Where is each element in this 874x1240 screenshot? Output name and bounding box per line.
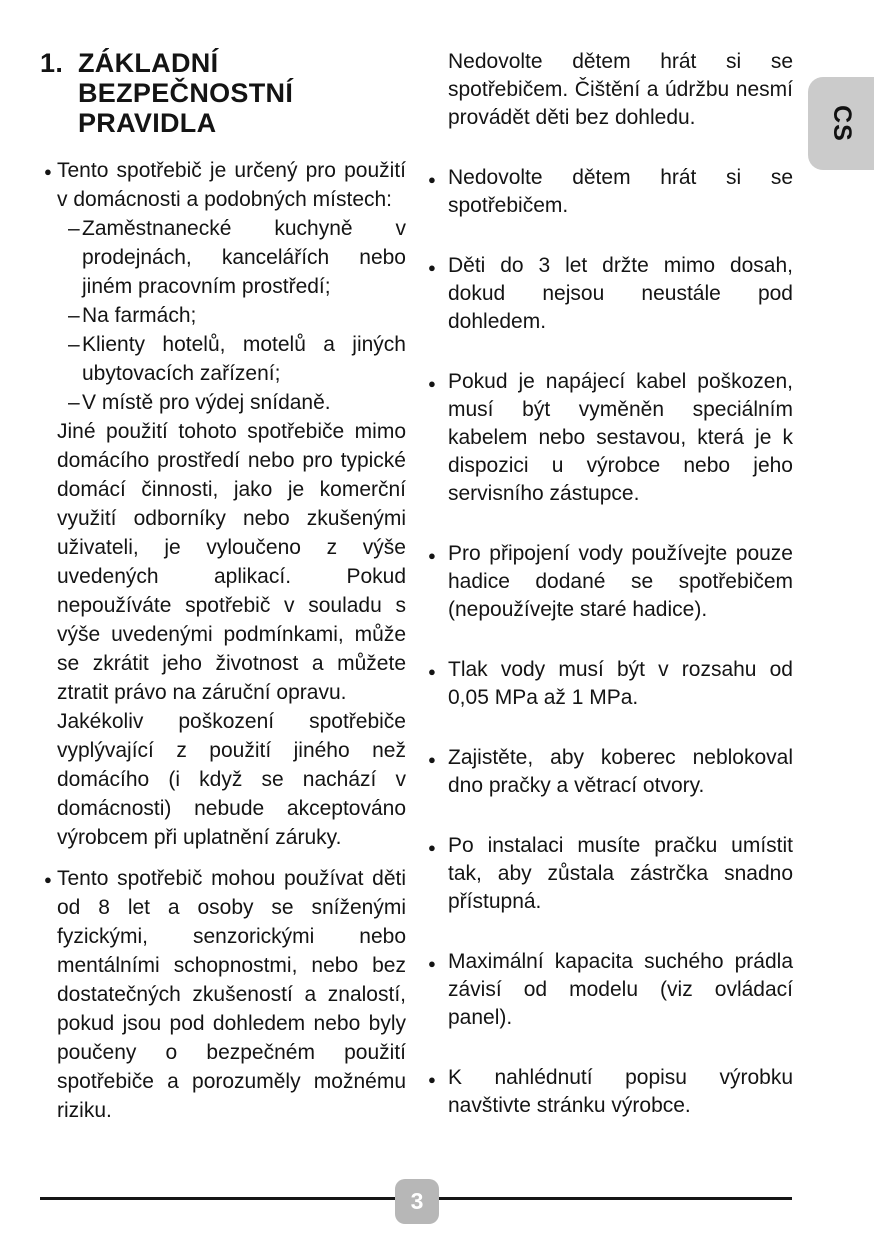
bullet-item: [428, 948, 793, 1032]
left-column: [36, 48, 406, 1125]
bullet-item: [428, 164, 793, 220]
bullet-text: Pro připojení vody používejte pouze hadice dodané se spotřebičem (nepoužívejte staré hadice).: [448, 542, 793, 621]
bullet-item: [428, 540, 793, 624]
bullet-text: Tento spotřebič je určený pro použití v domácnosti a podobných místech:: [57, 159, 406, 211]
right-column: [428, 48, 793, 1125]
sub-list-item: [36, 214, 406, 301]
bullet-text: Zajistěte, aby koberec neblokoval dno pračky a větrací otvory.: [448, 746, 793, 797]
bullet-text: Děti do 3 let držte mimo dosah, dokud nejsou neustále pod dohledem.: [448, 254, 793, 333]
bullet-icon: ●: [428, 840, 436, 855]
bullet-icon: ●: [428, 172, 436, 187]
language-tab: [808, 77, 874, 170]
section-number: 1.: [40, 48, 64, 78]
bullet-text: Nedovolte dětem hrát si se spotřebičem.: [448, 166, 793, 217]
paragraph: Nedovolte dětem hrát si se spotřebičem. Čištění a údržbu nesmí provádět děti bez dohledu.: [448, 50, 793, 129]
bullet-icon: ●: [428, 260, 436, 275]
bullet-text: Pokud je napájecí kabel poškozen, musí být vyměněn speciálním kabelem nebo sestavou, která je k dispozici u výrobce nebo jeho servisního zástupce.: [448, 370, 793, 505]
bullet-text: Maximální kapacita suchého prádla závisí od modelu (viz ovládací panel).: [448, 950, 793, 1029]
dash-icon: –: [68, 217, 80, 240]
dash-icon: –: [68, 304, 80, 327]
bullet-text: Tlak vody musí být v rozsahu od 0,05 MPa až 1 MPa.: [448, 658, 793, 709]
section-heading: [36, 48, 406, 138]
sub-list-item: [36, 388, 406, 417]
bullet-icon: ●: [428, 548, 436, 563]
bullet-item: [428, 744, 793, 800]
section-title: [78, 48, 293, 138]
page-number-badge: [395, 1179, 439, 1224]
section-title-line: BEZPEČNOSTNÍ: [78, 78, 294, 108]
paragraph: Jiné použití tohoto spotřebiče mimo domácího prostředí nebo pro typické domácí činnosti, jako je komerční využití odborníky nebo zkušenými uživateli, je vyloučeno z výše uvedených aplikací. Pokud nepoužíváte spotřebič v souladu s výše uvedenými podmínkami, může se zkrátit jeho životnost a můžete ztratit právo na záruční opravu.: [57, 420, 406, 704]
bullet-item: [428, 368, 793, 508]
sub-list-text: Zaměstnanecké kuchyně v prodejnách, kancelářích nebo jiném pracovním prostředí;: [82, 217, 406, 298]
sub-list-text: V místě pro výdej snídaně.: [82, 391, 331, 414]
bullet-text: Po instalaci musíte pračku umístit tak, aby zůstala zástrčka snadno přístupná.: [448, 834, 793, 913]
sub-list-text: Na farmách;: [82, 304, 197, 327]
bullet-item: [428, 832, 793, 916]
bullet-icon: ●: [428, 752, 436, 767]
dash-icon: –: [68, 391, 80, 414]
content-columns: [36, 48, 793, 1125]
section-title-line: ZÁKLADNÍ: [78, 48, 219, 78]
bullet-item: [428, 252, 793, 336]
bullet-icon: ●: [428, 664, 436, 679]
bullet-item: [36, 156, 406, 214]
bullet-icon: ●: [428, 1072, 436, 1087]
bullet-icon: ●: [44, 872, 52, 887]
paragraph: Jakékoliv poškození spotřebiče vyplývající z použití jiného než domácího (i když se nachází v domácnosti) nebude akceptováno výrobcem při uplatnění záruky.: [57, 710, 406, 849]
sub-list-item: [36, 301, 406, 330]
footer-rule-right: [439, 1197, 792, 1200]
dash-icon: –: [68, 333, 80, 356]
bullet-text: Tento spotřebič mohou používat děti od 8 let a osoby se sníženými fyzickými, senzorickými nebo mentálními schopnostmi, nebo bez dostatečných zkušeností a znalostí, pokud jsou pod dohledem nebo byly poučeny o bezpečném použití spotřebiče a porozuměly možnému riziku.: [57, 867, 406, 1122]
sub-list-text: Klienty hotelů, motelů a jiných ubytovacích zařízení;: [82, 333, 406, 385]
bullet-icon: ●: [428, 376, 436, 391]
footer-rule-left: [40, 1197, 395, 1200]
bullet-item: [36, 864, 406, 1125]
language-tab-label: CS: [827, 105, 856, 142]
bullet-item: [428, 1064, 793, 1120]
sub-list-item: [36, 330, 406, 388]
bullet-icon: ●: [428, 956, 436, 971]
bullet-text: K nahlédnutí popisu výrobku navštivte stránku výrobce.: [448, 1066, 793, 1117]
bullet-item: [428, 656, 793, 712]
page-number: 3: [410, 1188, 424, 1214]
section-title-line: PRAVIDLA: [78, 108, 217, 138]
bullet-icon: ●: [44, 164, 52, 179]
